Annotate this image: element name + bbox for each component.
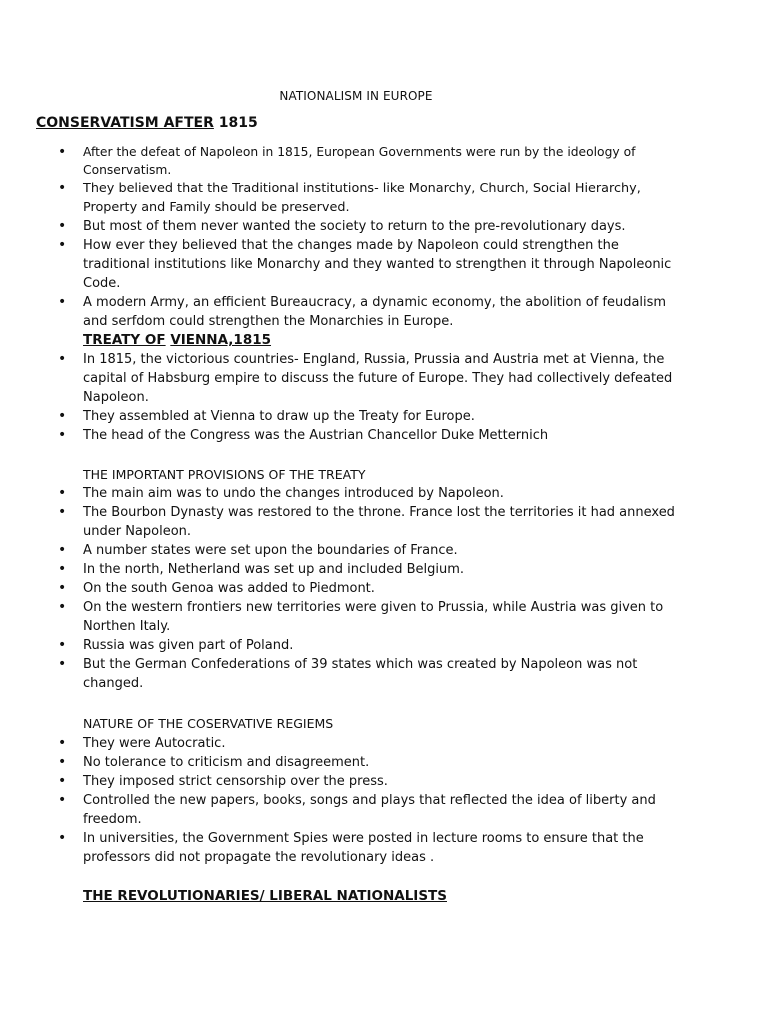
list-item: • In the north, Netherland was set up and included Belgium. bbox=[0, 560, 683, 579]
list-item: • How ever they believed that the changes made by Napoleon could strengthen the traditional institutions like Monarchy and they wanted to strengthen it through Napoleonic Code. bbox=[0, 236, 683, 293]
list-item: • In universities, the Government Spies were posted in lecture rooms to ensure that the professors did not propagate the revolutionary ideas . bbox=[0, 829, 683, 867]
list-item: • After the defeat of Napoleon in 1815, European Governments were run by the ideology of Conservatism. bbox=[0, 143, 683, 179]
list-item: • The main aim was to undo the changes introduced by Napoleon. bbox=[0, 484, 683, 503]
list-item: • On the western frontiers new territories were given to Prussia, while Austria was given to Northen Italy. bbox=[0, 598, 683, 636]
list-item: • They believed that the Traditional institutions- like Monarchy, Church, Social Hierarchy, Property and Family should be preserved. bbox=[0, 179, 683, 217]
list-item: • In 1815, the victorious countries- England, Russia, Prussia and Austria met at Vienna, the capital of Habsburg empire to discuss the future of Europe. They had collectively defeated Napoleon. bbox=[0, 350, 683, 407]
section-heading-treaty-part1: TREATY OF bbox=[83, 332, 166, 348]
section-heading-treaty-of-vienna bbox=[83, 331, 271, 350]
list-item: • They imposed strict censorship over the press. bbox=[0, 772, 683, 791]
section-heading-treaty-part2: VIENNA,1815 bbox=[170, 332, 272, 348]
conservatism-bullet-list bbox=[0, 143, 700, 331]
section-heading-treaty-provisions: THE IMPORTANT PROVISIONS OF THE TREATY bbox=[83, 467, 366, 482]
section-heading-conservatism bbox=[36, 114, 258, 133]
list-item: • But most of them never wanted the society to return to the pre-revolutionary days. bbox=[0, 217, 683, 236]
list-item: • But the German Confederations of 39 states which was created by Napoleon was not changed. bbox=[0, 655, 683, 693]
regimes-bullet-list bbox=[0, 734, 700, 867]
list-item: • The Bourbon Dynasty was restored to the throne. France lost the territories it had annexed under Napoleon. bbox=[0, 503, 683, 541]
list-item: • A modern Army, an efficient Bureaucracy, a dynamic economy, the abolition of feudalism and serfdom could strengthen the Monarchies in Europe. bbox=[0, 293, 683, 331]
section-heading-conservatism-year: 1815 bbox=[213, 115, 258, 131]
provisions-bullet-list bbox=[0, 484, 700, 693]
list-item: • Controlled the new papers, books, songs and plays that reflected the idea of liberty and freedom. bbox=[0, 791, 683, 829]
section-heading-conservative-regimes: NATURE OF THE COSERVATIVE REGIEMS bbox=[83, 716, 334, 731]
section-heading-conservatism-underlined: CONSERVATISM AFTER bbox=[36, 115, 214, 131]
list-item: • On the south Genoa was added to Piedmont. bbox=[0, 579, 683, 598]
document-title: NATIONALISM IN EUROPE bbox=[279, 89, 433, 103]
list-item: • A number states were set upon the boundaries of France. bbox=[0, 541, 683, 560]
list-item: • The head of the Congress was the Austrian Chancellor Duke Metternich bbox=[0, 426, 683, 445]
list-item: • No tolerance to criticism and disagreement. bbox=[0, 753, 683, 772]
list-item: • They assembled at Vienna to draw up the Treaty for Europe. bbox=[0, 407, 683, 426]
treaty-bullet-list bbox=[0, 350, 700, 445]
list-item: • Russia was given part of Poland. bbox=[0, 636, 683, 655]
list-item: • They were Autocratic. bbox=[0, 734, 683, 753]
section-heading-revolutionaries: THE REVOLUTIONARIES/ LIBERAL NATIONALISTS bbox=[83, 888, 447, 904]
